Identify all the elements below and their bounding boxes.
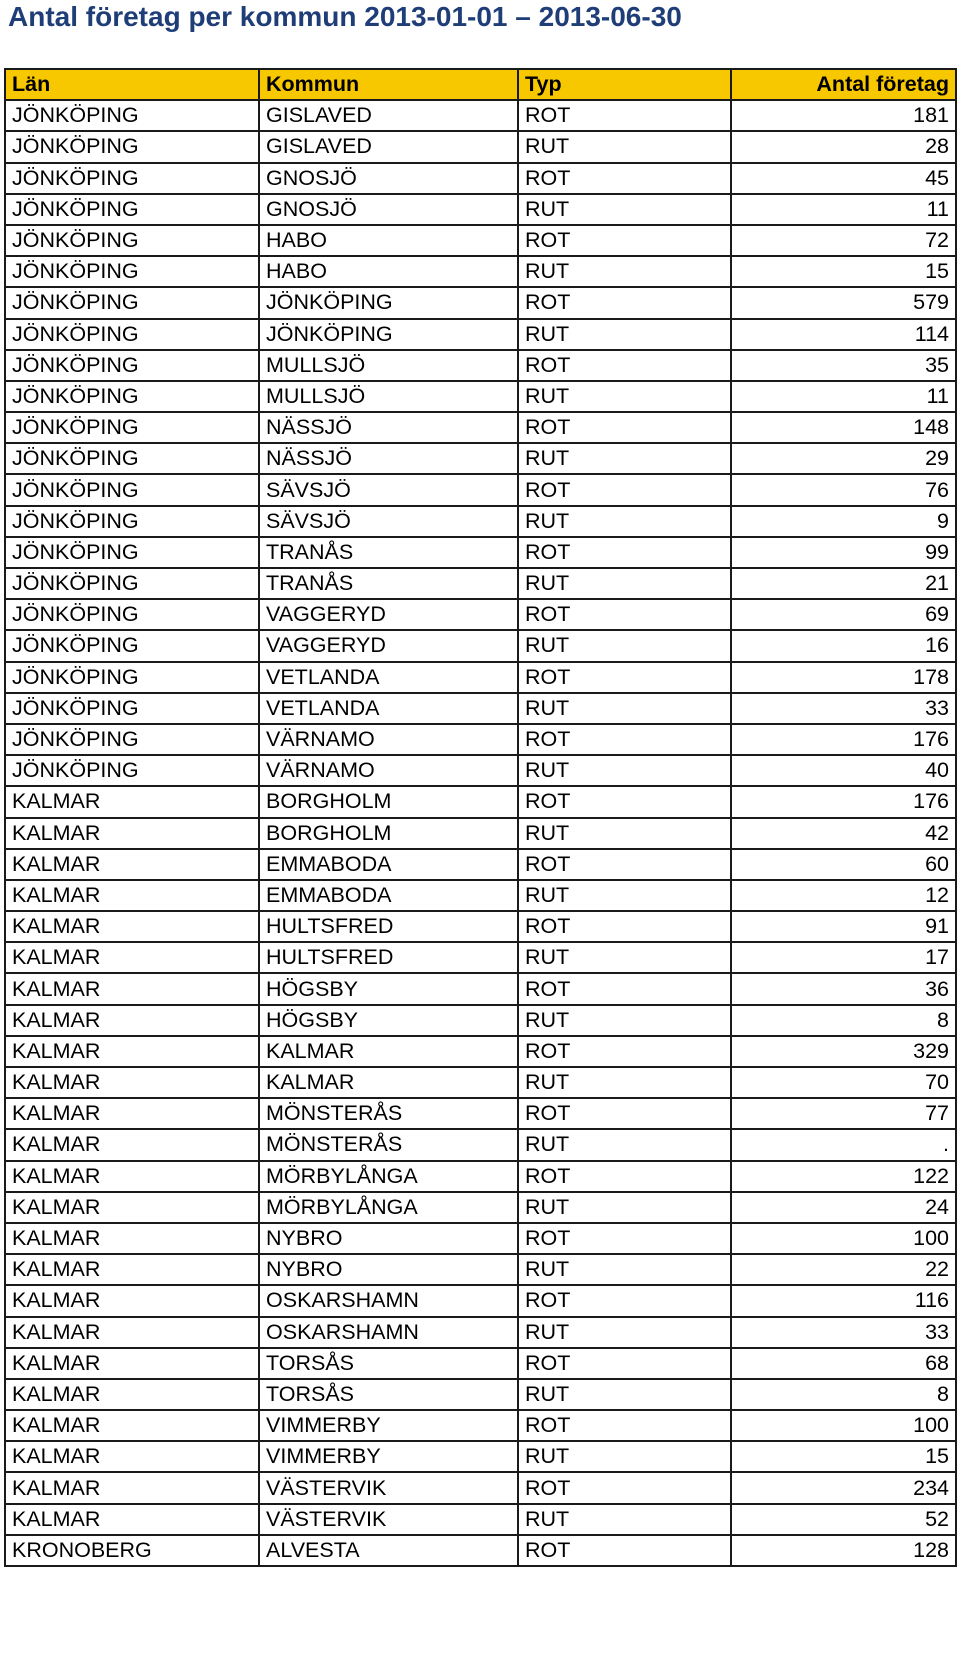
table-row	[5, 287, 956, 318]
cell-antal-foretag: 181	[731, 100, 956, 131]
cell-antal-foretag: 234	[731, 1472, 956, 1503]
cell-kommun: NYBRO	[259, 1254, 518, 1285]
cell-lan: JÖNKÖPING	[5, 662, 259, 693]
cell-antal-foretag: 9	[731, 506, 956, 537]
cell-lan: JÖNKÖPING	[5, 755, 259, 786]
cell-antal-foretag: 45	[731, 163, 956, 194]
cell-lan: JÖNKÖPING	[5, 287, 259, 318]
table-row	[5, 131, 956, 162]
table-row	[5, 537, 956, 568]
cell-antal-foretag: 21	[731, 568, 956, 599]
table-row	[5, 1036, 956, 1067]
cell-typ: ROT	[518, 100, 731, 131]
table-row	[5, 412, 956, 443]
cell-kommun: GISLAVED	[259, 131, 518, 162]
cell-antal-foretag: 33	[731, 693, 956, 724]
cell-typ: RUT	[518, 1379, 731, 1410]
table-row	[5, 849, 956, 880]
cell-typ: RUT	[518, 131, 731, 162]
cell-antal-foretag: 176	[731, 724, 956, 755]
table-row	[5, 1317, 956, 1348]
page-title: Antal företag per kommun 2013-01-01 – 2013-06-30	[8, 1, 682, 32]
table-row	[5, 1504, 956, 1535]
cell-antal-foretag: 11	[731, 194, 956, 225]
cell-typ: RUT	[518, 755, 731, 786]
cell-typ: ROT	[518, 1098, 731, 1129]
cell-kommun: GISLAVED	[259, 100, 518, 131]
cell-typ: ROT	[518, 412, 731, 443]
cell-typ: ROT	[518, 1285, 731, 1316]
table-row	[5, 1535, 956, 1566]
table-row	[5, 662, 956, 693]
cell-antal-foretag: 148	[731, 412, 956, 443]
cell-antal-foretag: 11	[731, 381, 956, 412]
cell-typ: RUT	[518, 1005, 731, 1036]
cell-typ: RUT	[518, 194, 731, 225]
cell-lan: JÖNKÖPING	[5, 506, 259, 537]
table-row	[5, 942, 956, 973]
column-header-kommun: Kommun	[259, 69, 518, 100]
cell-kommun: BORGHOLM	[259, 818, 518, 849]
table-header	[5, 69, 956, 100]
cell-lan: KALMAR	[5, 1472, 259, 1503]
cell-typ: ROT	[518, 973, 731, 1004]
table-row	[5, 474, 956, 505]
table-row	[5, 1254, 956, 1285]
cell-lan: KRONOBERG	[5, 1535, 259, 1566]
cell-antal-foretag: 16	[731, 630, 956, 661]
cell-typ: RUT	[518, 880, 731, 911]
cell-kommun: MÖNSTERÅS	[259, 1098, 518, 1129]
cell-antal-foretag: 178	[731, 662, 956, 693]
cell-lan: KALMAR	[5, 880, 259, 911]
cell-typ: RUT	[518, 319, 731, 350]
cell-typ: ROT	[518, 599, 731, 630]
table-row	[5, 724, 956, 755]
cell-typ: RUT	[518, 568, 731, 599]
cell-lan: JÖNKÖPING	[5, 350, 259, 381]
cell-antal-foretag: 24	[731, 1192, 956, 1223]
table-row	[5, 1161, 956, 1192]
cell-kommun: TORSÅS	[259, 1379, 518, 1410]
cell-lan: JÖNKÖPING	[5, 163, 259, 194]
cell-kommun: OSKARSHAMN	[259, 1317, 518, 1348]
cell-kommun: VIMMERBY	[259, 1441, 518, 1472]
cell-typ: ROT	[518, 1161, 731, 1192]
cell-typ: ROT	[518, 849, 731, 880]
cell-lan: KALMAR	[5, 849, 259, 880]
cell-lan: JÖNKÖPING	[5, 256, 259, 287]
cell-lan: JÖNKÖPING	[5, 537, 259, 568]
table-row	[5, 911, 956, 942]
table-row	[5, 1067, 956, 1098]
cell-antal-foretag: .	[731, 1129, 956, 1160]
cell-antal-foretag: 91	[731, 911, 956, 942]
cell-lan: JÖNKÖPING	[5, 474, 259, 505]
cell-lan: KALMAR	[5, 1441, 259, 1472]
cell-lan: KALMAR	[5, 1379, 259, 1410]
cell-antal-foretag: 77	[731, 1098, 956, 1129]
cell-kommun: VETLANDA	[259, 662, 518, 693]
cell-kommun: VAGGERYD	[259, 599, 518, 630]
table-row	[5, 1348, 956, 1379]
cell-kommun: VÄRNAMO	[259, 755, 518, 786]
cell-typ: RUT	[518, 942, 731, 973]
cell-kommun: VIMMERBY	[259, 1410, 518, 1441]
table-row	[5, 1472, 956, 1503]
cell-typ: RUT	[518, 1254, 731, 1285]
cell-typ: ROT	[518, 1410, 731, 1441]
table-row	[5, 194, 956, 225]
cell-antal-foretag: 8	[731, 1379, 956, 1410]
cell-kommun: KALMAR	[259, 1067, 518, 1098]
column-header-lan: Län	[5, 69, 259, 100]
cell-lan: KALMAR	[5, 818, 259, 849]
cell-kommun: MÖRBYLÅNGA	[259, 1192, 518, 1223]
cell-antal-foretag: 100	[731, 1410, 956, 1441]
cell-antal-foretag: 28	[731, 131, 956, 162]
cell-antal-foretag: 100	[731, 1223, 956, 1254]
cell-kommun: GNOSJÖ	[259, 194, 518, 225]
cell-lan: JÖNKÖPING	[5, 443, 259, 474]
cell-lan: KALMAR	[5, 1161, 259, 1192]
table-row	[5, 755, 956, 786]
table-body	[5, 100, 956, 1566]
cell-kommun: TRANÅS	[259, 537, 518, 568]
cell-lan: JÖNKÖPING	[5, 225, 259, 256]
cell-typ: ROT	[518, 1472, 731, 1503]
cell-antal-foretag: 22	[731, 1254, 956, 1285]
cell-antal-foretag: 29	[731, 443, 956, 474]
cell-lan: JÖNKÖPING	[5, 693, 259, 724]
cell-typ: RUT	[518, 693, 731, 724]
cell-kommun: HULTSFRED	[259, 911, 518, 942]
cell-kommun: GNOSJÖ	[259, 163, 518, 194]
cell-antal-foretag: 579	[731, 287, 956, 318]
cell-antal-foretag: 35	[731, 350, 956, 381]
cell-antal-foretag: 176	[731, 786, 956, 817]
cell-lan: JÖNKÖPING	[5, 599, 259, 630]
cell-lan: KALMAR	[5, 973, 259, 1004]
cell-typ: ROT	[518, 1223, 731, 1254]
cell-lan: JÖNKÖPING	[5, 131, 259, 162]
cell-antal-foretag: 40	[731, 755, 956, 786]
cell-kommun: EMMABODA	[259, 849, 518, 880]
cell-lan: KALMAR	[5, 1317, 259, 1348]
cell-typ: RUT	[518, 381, 731, 412]
table-row	[5, 1129, 956, 1160]
table-row	[5, 1223, 956, 1254]
cell-antal-foretag: 36	[731, 973, 956, 1004]
cell-typ: RUT	[518, 1317, 731, 1348]
cell-typ: ROT	[518, 786, 731, 817]
cell-antal-foretag: 42	[731, 818, 956, 849]
column-header-typ: Typ	[518, 69, 731, 100]
cell-antal-foretag: 122	[731, 1161, 956, 1192]
table-row	[5, 1379, 956, 1410]
cell-typ: ROT	[518, 724, 731, 755]
table-row	[5, 818, 956, 849]
table-row	[5, 256, 956, 287]
cell-lan: KALMAR	[5, 1348, 259, 1379]
table-row	[5, 880, 956, 911]
cell-lan: JÖNKÖPING	[5, 194, 259, 225]
cell-lan: KALMAR	[5, 1223, 259, 1254]
cell-antal-foretag: 116	[731, 1285, 956, 1316]
cell-antal-foretag: 69	[731, 599, 956, 630]
cell-lan: KALMAR	[5, 1005, 259, 1036]
cell-kommun: SÄVSJÖ	[259, 474, 518, 505]
cell-typ: ROT	[518, 662, 731, 693]
cell-lan: JÖNKÖPING	[5, 319, 259, 350]
table-row	[5, 225, 956, 256]
cell-kommun: TORSÅS	[259, 1348, 518, 1379]
cell-antal-foretag: 52	[731, 1504, 956, 1535]
cell-antal-foretag: 15	[731, 1441, 956, 1472]
cell-antal-foretag: 60	[731, 849, 956, 880]
cell-typ: ROT	[518, 287, 731, 318]
cell-lan: KALMAR	[5, 1129, 259, 1160]
cell-kommun: NÄSSJÖ	[259, 443, 518, 474]
cell-kommun: HÖGSBY	[259, 973, 518, 1004]
cell-antal-foretag: 70	[731, 1067, 956, 1098]
cell-lan: KALMAR	[5, 1504, 259, 1535]
table-row	[5, 599, 956, 630]
cell-antal-foretag: 114	[731, 319, 956, 350]
cell-kommun: VÄSTERVIK	[259, 1472, 518, 1503]
cell-typ: RUT	[518, 1129, 731, 1160]
cell-lan: KALMAR	[5, 1285, 259, 1316]
cell-lan: JÖNKÖPING	[5, 412, 259, 443]
table-row	[5, 506, 956, 537]
cell-lan: KALMAR	[5, 1067, 259, 1098]
cell-typ: ROT	[518, 537, 731, 568]
cell-lan: JÖNKÖPING	[5, 724, 259, 755]
cell-typ: RUT	[518, 443, 731, 474]
table-row	[5, 1285, 956, 1316]
cell-lan: KALMAR	[5, 1410, 259, 1441]
cell-typ: ROT	[518, 163, 731, 194]
cell-lan: JÖNKÖPING	[5, 381, 259, 412]
cell-lan: JÖNKÖPING	[5, 568, 259, 599]
cell-lan: KALMAR	[5, 1254, 259, 1285]
table-row	[5, 381, 956, 412]
table-row	[5, 1192, 956, 1223]
cell-lan: KALMAR	[5, 942, 259, 973]
table-row	[5, 319, 956, 350]
cell-antal-foretag: 329	[731, 1036, 956, 1067]
cell-antal-foretag: 15	[731, 256, 956, 287]
cell-kommun: VÄSTERVIK	[259, 1504, 518, 1535]
cell-typ: ROT	[518, 1535, 731, 1566]
company-count-table	[4, 68, 957, 1567]
cell-kommun: BORGHOLM	[259, 786, 518, 817]
table-row	[5, 443, 956, 474]
cell-kommun: MÖRBYLÅNGA	[259, 1161, 518, 1192]
cell-kommun: VAGGERYD	[259, 630, 518, 661]
cell-antal-foretag: 68	[731, 1348, 956, 1379]
cell-kommun: MULLSJÖ	[259, 381, 518, 412]
cell-kommun: JÖNKÖPING	[259, 319, 518, 350]
cell-typ: ROT	[518, 350, 731, 381]
cell-typ: ROT	[518, 911, 731, 942]
table-row	[5, 100, 956, 131]
cell-lan: JÖNKÖPING	[5, 630, 259, 661]
cell-typ: ROT	[518, 225, 731, 256]
cell-kommun: NYBRO	[259, 1223, 518, 1254]
table-row	[5, 973, 956, 1004]
cell-kommun: KALMAR	[259, 1036, 518, 1067]
column-header-antal-foretag: Antal företag	[731, 69, 956, 100]
cell-lan: KALMAR	[5, 1192, 259, 1223]
table-row	[5, 163, 956, 194]
cell-typ: RUT	[518, 506, 731, 537]
table-row	[5, 786, 956, 817]
table-row	[5, 1098, 956, 1129]
cell-antal-foretag: 99	[731, 537, 956, 568]
table-row	[5, 1005, 956, 1036]
cell-kommun: SÄVSJÖ	[259, 506, 518, 537]
table-row	[5, 630, 956, 661]
cell-kommun: MULLSJÖ	[259, 350, 518, 381]
table-row	[5, 1410, 956, 1441]
cell-typ: ROT	[518, 1348, 731, 1379]
cell-antal-foretag: 128	[731, 1535, 956, 1566]
cell-typ: RUT	[518, 630, 731, 661]
cell-kommun: HULTSFRED	[259, 942, 518, 973]
cell-typ: RUT	[518, 1504, 731, 1535]
cell-kommun: JÖNKÖPING	[259, 287, 518, 318]
cell-typ: RUT	[518, 1067, 731, 1098]
table-row	[5, 350, 956, 381]
cell-typ: RUT	[518, 818, 731, 849]
cell-lan: JÖNKÖPING	[5, 100, 259, 131]
cell-typ: ROT	[518, 474, 731, 505]
cell-kommun: VÄRNAMO	[259, 724, 518, 755]
table-row	[5, 1441, 956, 1472]
cell-lan: KALMAR	[5, 1098, 259, 1129]
cell-antal-foretag: 33	[731, 1317, 956, 1348]
cell-kommun: HABO	[259, 225, 518, 256]
cell-antal-foretag: 72	[731, 225, 956, 256]
cell-antal-foretag: 8	[731, 1005, 956, 1036]
cell-kommun: OSKARSHAMN	[259, 1285, 518, 1316]
table-row	[5, 693, 956, 724]
cell-lan: KALMAR	[5, 1036, 259, 1067]
cell-kommun: MÖNSTERÅS	[259, 1129, 518, 1160]
cell-antal-foretag: 12	[731, 880, 956, 911]
cell-kommun: VETLANDA	[259, 693, 518, 724]
cell-kommun: HÖGSBY	[259, 1005, 518, 1036]
cell-kommun: HABO	[259, 256, 518, 287]
cell-typ: RUT	[518, 1441, 731, 1472]
cell-lan: KALMAR	[5, 911, 259, 942]
cell-lan: KALMAR	[5, 786, 259, 817]
cell-typ: RUT	[518, 256, 731, 287]
header-row	[5, 69, 956, 100]
cell-antal-foretag: 76	[731, 474, 956, 505]
table-row	[5, 568, 956, 599]
cell-kommun: TRANÅS	[259, 568, 518, 599]
cell-kommun: NÄSSJÖ	[259, 412, 518, 443]
cell-kommun: EMMABODA	[259, 880, 518, 911]
cell-typ: ROT	[518, 1036, 731, 1067]
cell-typ: RUT	[518, 1192, 731, 1223]
cell-kommun: ALVESTA	[259, 1535, 518, 1566]
cell-antal-foretag: 17	[731, 942, 956, 973]
